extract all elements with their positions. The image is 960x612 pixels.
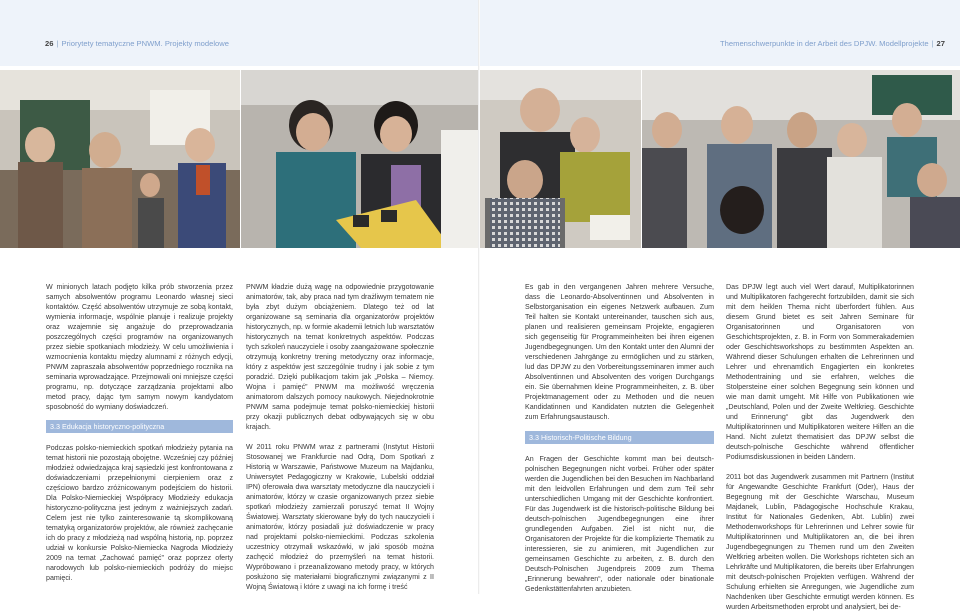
section-heading: 3.3 Historisch-Politische Bildung (525, 431, 714, 444)
text-column-3 (525, 282, 714, 594)
left-page (0, 0, 480, 594)
paragraph: Es gab in den vergangenen Jahren mehrere Versuche, dass die Leonardo-Absolventinnen und Absolventen in Selbstorganisation ein eigenes Netzwerk aufbauen. Zum Teil halten sie Kontakt untereinander, tauschen sich aus, planen und realisieren gemeinsam Projekte, engagieren sich gegenseitig für Programmeinheiten bei ihren eigenen Jugendbegegnungen. Um den Kontakt unter den Alumni der verschiedenen Jahrgänge zu ermöglichen und zu stärken, lud das DPJW zu den Vorbereitungsseminaren immer auch Absolventinnen und Absolventen des vorigen Durchgangs ein. Sie übernahmen kleine Programmeinheiten, z. B. über Projektmanagement oder zu Methoden und die neuen Kandidatinnen und Kandidaten nutzten die Gelegenheit zum Erfahrungsaustausch. (525, 283, 714, 421)
paragraph: 2011 bot das Jugendwerk zusammen mit Partnern (Institut für Angewandte Geschichte Frankfurt (Oder), Haus der Begegnung mit der Geschichte Warschau, Museum Majdanek, Lublin, Pädagogische Hochschule Krakau, Institut für Nationales Gedenken, Abt. Lublin) zwei Methodenworkshops für Lehrerinnen und Lehrer sowie für Multiplikatorinnen und Multiplikatoren an, die bei ihren Jugendbegegnungen zu Themen rund um den Zweiten Weltkrieg arbeiten wollen. Die Workshops richteten sich an Lehrkräfte und Multiplikatoren, die bereits über Erfahrungen mit deutsch-polnischen Projekten verfügen. Während der Schulung erhielten sie Anregungen, wie Jugendliche zum Nachdenken über Geschichte ermutigt werden können. Es wurden Arbeitsmethoden erprobt und analysiert, bei de- (726, 473, 914, 611)
paragraph: W 2011 roku PNWM wraz z partnerami (Instytut Historii Stosowanej we Frankfurcie nad Odrą, Dom Spotkań z Historią w Warszawie, Państwowe Muzeum na Majdanku, Uniwersytet Pedagogiczny w Krakowie, Lubelski oddział IPN) oferowała dwa warsztaty metodyczne dla nauczycieli i animatorów, którzy w czasie organizowanych przez siebie spotkań młodzieży zamierzali poruszyć temat II Wojny Światowej. Warsztaty skierowane były do tych nauczycieli i animatorów, którzy posiadali już doświadczenie w pracy nad projektami polsko-niemieckimi. Podczas szkolenia uczestnicy otrzymali wskazówki, w jaki sposób można zachęcić młodzież do przemyśleń na temat historii. Wypróbowano i przeanalizowano metody pracy, w których posłużono się materiałami biograficznymi związanymi z II Wojną Światową i które z uwagi na ich formę i treść (246, 443, 434, 591)
page-number: 26 (45, 39, 54, 48)
workshop-photo-icon (480, 70, 641, 248)
page-number: 27 (936, 39, 945, 48)
workshop-photo-icon (642, 70, 960, 248)
workshop-photo-1 (0, 70, 240, 248)
paragraph: PNWM kładzie dużą wagę na odpowiednie przygotowanie animatorów, tak, aby praca nad tym drażliwym tematem nie była zbyt dużym obciążeniem. Dlatego też od lat organizowane są seminaria dla organizatorów projektów historycznych, np. w formie akademii letnich lub warsztatów historycznych na temat konkretnych aspektów. Podczas tych szkoleń nauczyciele i osoby zaangażowane społecznie otrzymują konkretny trening metodyczny oraz informacje, który z aspektów jest szczególnie trudny i jak sobie z tym poradzić. Dzięki publikacjom takim jak „Polska – Niemcy. Wojna i pamięć” PNWM ma możliwość wręczenia animatorom dalszych pomocy naukowych. Niejednokrotnie PNWM sama podejmuje temat polsko-niemieckiej historii przy okazji publicznych debat odbywających się w obu krajach. (246, 283, 434, 431)
text-column-2 (246, 282, 434, 592)
separator: | (931, 39, 934, 48)
right-page (480, 0, 960, 611)
paragraph-gap (726, 462, 914, 472)
workshop-photo-3 (480, 70, 641, 248)
running-title: Priorytety tematyczne PNWM. Projekty modelowe (61, 39, 229, 48)
text-column-1 (46, 282, 233, 583)
paragraph: Podczas polsko-niemieckich spotkań młodzieży pytania na temat historii nie pozostają obojętne. Wcześniej czy później młodzież odwiedzająca kraj sąsiedzki jest konfrontowana z doświadczeniami przepełnionymi cierpieniem oraz z częściowo bardzo zróżnicowanym podejściem do historii. Dla Polsko-Niemieckiej Współpracy Młodzieży edukacja historyczno-polityczna jest jednym z ważniejszych zadań. Celem jest nie tylko zainteresowanie tą skomplikowaną tematyką organizatorów projektów, ale również zachęcanie ich do pracy z młodzieżą nad wspólną historią, np. poprzez udział w konkursie Polsko-Niemiecka Nagroda Młodzieży 2009 na temat „Zachować pamięć” oraz poprzez oferty narodowych lub polsko-niemieckich podróży do miejsc pamięci. (46, 444, 233, 582)
text-column-4 (726, 282, 914, 612)
running-head-right (720, 39, 945, 48)
workshop-photo-4 (642, 70, 960, 248)
workshop-photo-2 (241, 70, 480, 248)
workshop-photo-icon (241, 70, 480, 248)
running-head-left (45, 39, 229, 48)
paragraph: An Fragen der Geschichte kommt man bei deutsch-polnischen Begegnungen nicht vorbei. Früher oder später werden die Jugendlichen bei den Besuchen im Nachbarland mit den leidvollen Erfahrungen und dem zum Teil sehr unterschiedlichen Umgang mit der Geschichte konfrontiert. Für das Jugendwerk ist die historisch-politische Bildung bei deutsch-polnischen Jugendbegegnungen eine ihrer grundlegenden Aufgaben. Ziel ist nicht nur, die Organisatoren der Projekte für die komplizierte Thematik zu interessieren, sie zu animieren, mit Jugendlichen zur gemeinsamen Geschichte zu arbeiten, z. B. durch den Deutsch-Polnischen Jugendpreis 2009 zum Thema „Erinnerung bewahren“, oder nationale oder binationale Gedenkstättenfahrten anzubieten. (525, 455, 714, 593)
paragraph: Das DPJW legt auch viel Wert darauf, Multiplikatorinnen und Multiplikatoren fachgerecht fortzubilden, damit sie sich mit dem heiklen Thema nicht überfordert fühlen. Aus diesem Grund bietet es seit Jahren Seminare für Organisatorinnen und Organisatoren von Geschichtsprojekten, z. B. in Form von Sommerakademien oder Geschichtsworkshops zu bestimmten Aspekten an. Während dieser Schulungen erhalten die Lehrerinnen und Lehrer und ehrenamtlich Engagierten ein konkretes Methodentraining und sie erfahren, welches die Stolpersteine einer solchen Begegnung sein können und wie man damit umgeht. Mit Hilfe von Publikationen wie „Deutschland, Polen und der Zweite Weltkrieg. Geschichte und Erinnerung“ gibt das Jugendwerk den Multiplikatorinnen und Multiplikatoren weitere Hilfen an die Hand. Nicht zuletzt thematisiert das DPJW selbst die deutsch-polnische Geschichte während öffentlicher Podiumsdiskussionen in beiden Ländern. (726, 283, 914, 461)
separator: | (56, 39, 59, 48)
workshop-photo-icon (0, 70, 240, 248)
paragraph: W minionych latach podjęto kilka prób stworzenia przez samych absolwentów programu Leonardo własnej sieci kontaktów. Część absolwentów utrzymuje ze sobą kontakt, wymienia informacje, wspólnie planuje i realizuje projekty oraz wzajemnie się angażuje do przeprowadzania poszczególnych części programów na organizowanych przez siebie spotkaniach młodzieży. W celu umożliwienia i wzmocnienia kontaktu między alumnami z różnych edycji, PNWM zapraszała absolwentów poprzedniego rocznika na seminaria wprowadzające. Przejmowali oni mniejsze części programu, np. dotyczące zarządzania projektami albo metod pracy, dając tym samym nowym kandydatom sposobność do wymiany doświadczeń. (46, 283, 233, 411)
paragraph-gap (246, 432, 434, 442)
header-band (0, 0, 480, 66)
header-band (480, 0, 960, 66)
section-heading: 3.3 Edukacja historyczno-polityczna (46, 420, 233, 433)
running-title: Themenschwerpunkte in der Arbeit des DPJW. Modellprojekte (720, 39, 929, 48)
